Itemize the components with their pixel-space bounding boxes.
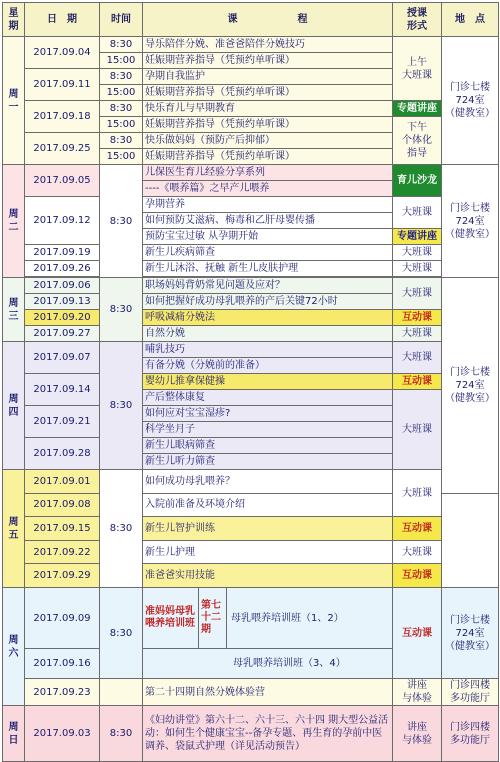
course-cell: 预防宝宝过敏 从孕期开始 bbox=[143, 229, 393, 245]
course-cell: 新生儿疾病筛查 bbox=[143, 245, 393, 261]
place-text: 门诊七楼 724室 （健教室） bbox=[445, 82, 495, 119]
schedule-table bbox=[2, 2, 499, 762]
date-cell: 2017.09.23 bbox=[25, 679, 100, 706]
course-cell: 新生儿智护训练 bbox=[143, 517, 393, 541]
interactive-tag: 互动课 bbox=[393, 588, 442, 679]
course-cell: 妊娠期营养指导（凭预约单听课） bbox=[143, 85, 393, 101]
time-cell: 15:00 bbox=[100, 117, 143, 133]
time-cell: 8:30 bbox=[100, 69, 143, 85]
course-cell bbox=[143, 588, 393, 649]
place-text: 门诊七楼 724室 （健教室） bbox=[445, 202, 495, 240]
course-cell: 如何应对宝宝湿疹? bbox=[143, 406, 393, 422]
mode-cell bbox=[393, 117, 442, 165]
week-sat: 周六 bbox=[3, 588, 25, 706]
place-cell bbox=[442, 37, 499, 165]
lecture-tag: 专题讲座 bbox=[393, 101, 442, 117]
time-cell: 8:30 bbox=[100, 133, 143, 149]
course-cell: 新生儿沐浴、抚触 新生儿皮肤护理 bbox=[143, 261, 393, 277]
time-cell: 8:30 bbox=[100, 37, 143, 53]
mode-cell bbox=[393, 706, 442, 762]
date-cell: 2017.09.12 bbox=[25, 197, 100, 245]
place-cell bbox=[442, 588, 499, 679]
course-cell: 妊娠期营养指导（凭预约单听课） bbox=[143, 117, 393, 133]
place-cell bbox=[442, 679, 499, 706]
header-course: 课 程 bbox=[143, 3, 393, 37]
date-cell: 2017.09.03 bbox=[25, 706, 100, 762]
week-wed: 周三 bbox=[3, 278, 25, 342]
time-cell: 8:30 bbox=[100, 101, 143, 117]
date-cell: 2017.09.01 bbox=[25, 470, 100, 494]
date-cell: 2017.09.26 bbox=[25, 261, 100, 277]
interactive-tag: 互动课 bbox=[393, 517, 442, 541]
course-cell: 母乳喂养培训班（3、4） bbox=[143, 649, 393, 679]
interactive-tag: 互动课 bbox=[393, 310, 442, 326]
interactive-tag: 互动课 bbox=[393, 374, 442, 390]
header-mode bbox=[393, 3, 442, 37]
course-cell: 快乐育儿与早期教育 bbox=[143, 101, 393, 117]
date-cell: 2017.09.09 bbox=[25, 588, 100, 649]
date-cell: 2017.09.08 bbox=[25, 493, 100, 517]
time-cell: 8:30 bbox=[100, 165, 143, 278]
date-cell: 2017.09.13 bbox=[25, 294, 100, 310]
course-cell: 孕期营养 bbox=[143, 197, 393, 213]
place-cell bbox=[442, 165, 499, 278]
course-cell: 如何预防艾滋病、梅毒和乙肝母婴传播 bbox=[143, 213, 393, 229]
week-thu: 周四 bbox=[3, 342, 25, 470]
mode-cell: 大班课 bbox=[393, 197, 442, 229]
course-cell: 儿保医生育儿经验分享系列 bbox=[143, 165, 393, 181]
time-cell: 15:00 bbox=[100, 85, 143, 101]
date-cell: 2017.09.07 bbox=[25, 342, 100, 374]
course-text: 母乳喂养培训班（1、2） bbox=[231, 612, 344, 624]
course-cell: 新生儿护理 bbox=[143, 540, 393, 564]
mode-cell: 大班课 bbox=[393, 278, 442, 310]
time-cell: 8:30 bbox=[100, 470, 143, 588]
mode-cell: 大班课 bbox=[393, 326, 442, 342]
week-mon: 周一 bbox=[3, 37, 25, 165]
course-cell: 呼吸减痛分娩法 bbox=[143, 310, 393, 326]
date-cell: 2017.09.18 bbox=[25, 101, 100, 133]
time-cell: 15:00 bbox=[100, 149, 143, 165]
week-sun: 周日 bbox=[3, 706, 25, 762]
training-class-title: 准妈妈母乳喂养培训班 bbox=[143, 588, 199, 648]
date-cell: 2017.09.11 bbox=[25, 69, 100, 101]
header-mode-text: 授课 形式 bbox=[407, 7, 427, 32]
week-tue: 周二 bbox=[3, 165, 25, 278]
course-cell: 科学坐月子 bbox=[143, 422, 393, 438]
course-cell: 产后整体康复 bbox=[143, 390, 393, 406]
date-cell: 2017.09.05 bbox=[25, 165, 100, 197]
header-time: 时间 bbox=[100, 3, 143, 37]
course-cell: 准爸爸实用技能 bbox=[143, 564, 393, 588]
class-period: 第七十二期 bbox=[199, 588, 227, 648]
place-text: 门诊四楼 多功能厅 bbox=[450, 721, 490, 746]
mode-cell: 大班课 bbox=[393, 245, 442, 261]
course-cell: 新生儿听力筛查 bbox=[143, 454, 393, 470]
date-cell: 2017.09.29 bbox=[25, 564, 100, 588]
date-cell: 2017.09.25 bbox=[25, 133, 100, 165]
course-cell: 快乐做妈妈（预防产后抑郁） bbox=[143, 133, 393, 149]
header-week: 星期 bbox=[3, 3, 25, 37]
course-cell: 有备分娩（分娩前的准备） bbox=[143, 358, 393, 374]
interactive-tag: 互动课 bbox=[393, 564, 442, 588]
header-place: 地 点 bbox=[442, 3, 499, 37]
date-cell: 2017.09.22 bbox=[25, 540, 100, 564]
date-cell: 2017.09.16 bbox=[25, 649, 100, 679]
date-cell: 2017.09.21 bbox=[25, 406, 100, 438]
lecture-tag: 专题讲座 bbox=[393, 229, 442, 245]
mode-cell bbox=[393, 679, 442, 706]
time-cell: 15:00 bbox=[100, 53, 143, 69]
course-cell: 哺乳技巧 bbox=[143, 342, 393, 358]
date-cell: 2017.09.20 bbox=[25, 310, 100, 326]
time-cell: 8:30 bbox=[100, 342, 143, 470]
course-cell: 如何把握好成功母乳喂养的产后关键72小时 bbox=[143, 294, 393, 310]
course-cell: 妊娠期营养指导（凭预约单听课） bbox=[143, 53, 393, 69]
course-cell: 职场妈妈背奶常见问题及应对？ bbox=[143, 278, 393, 294]
course-cell: 妊娠期营养指导（凭预约单听课） bbox=[143, 149, 393, 165]
date-cell: 2017.09.19 bbox=[25, 245, 100, 261]
course-cell: 入院前准备及环境介绍 bbox=[143, 493, 393, 517]
date-cell: 2017.09.04 bbox=[25, 37, 100, 69]
course-cell: 孕期自我监护 bbox=[143, 69, 393, 85]
time-cell: 8:30 bbox=[100, 706, 143, 762]
mode-cell: 大班课 bbox=[393, 540, 442, 564]
header-date: 日 期 bbox=[25, 3, 100, 37]
course-cell: ----《喂养篇》之早产儿喂养 bbox=[143, 181, 393, 197]
time-cell: 8:30 bbox=[100, 278, 143, 342]
time-cell bbox=[100, 679, 143, 706]
course-cell: 新生儿眼病筛查 bbox=[143, 438, 393, 454]
place-text: 门诊七楼 724室 （健教室） bbox=[445, 614, 495, 652]
course-cell: 导乐陪伴分娩、准爸爸陪伴分娩技巧 bbox=[143, 37, 393, 53]
date-cell: 2017.09.15 bbox=[25, 517, 100, 541]
date-cell: 2017.09.28 bbox=[25, 438, 100, 470]
mode-cell: 大班课 bbox=[393, 470, 442, 517]
mode-cell: 大班课 bbox=[393, 390, 442, 470]
header-row bbox=[3, 3, 499, 37]
course-cell: 婴幼儿推拿保健操 bbox=[143, 374, 393, 390]
salon-tag: 育儿沙龙 bbox=[393, 165, 442, 197]
mode-text: 讲座 与体验 bbox=[402, 721, 432, 746]
date-cell: 2017.09.14 bbox=[25, 374, 100, 406]
place-text: 门诊七楼 724室 （健教室） bbox=[445, 366, 495, 404]
course-cell: 《妇幼讲堂》第六十二、六十三、六十四 期大型公益活动：如何生个健康宝宝--备孕专题、再生育的孕前中医调养、袋鼠式护理（详见活动预告） bbox=[143, 706, 393, 762]
course-cell: 第二十四期自然分娩体验营 bbox=[143, 679, 393, 706]
mode-cell: 大班课 bbox=[393, 342, 442, 374]
mode-cell bbox=[393, 37, 442, 101]
date-cell: 2017.09.27 bbox=[25, 326, 100, 342]
mode-cell: 大班课 bbox=[393, 261, 442, 277]
course-cell: 自然分娩 bbox=[143, 326, 393, 342]
place-text: 门诊四楼 多功能厅 bbox=[450, 680, 490, 704]
time-cell: 8:30 bbox=[100, 588, 143, 679]
mode-text: 下午 个体化 指导 bbox=[402, 122, 432, 159]
course-cell: 如何成功母乳喂养？ bbox=[143, 470, 393, 494]
date-cell: 2017.09.06 bbox=[25, 278, 100, 294]
week-fri: 周五 bbox=[3, 470, 25, 588]
mode-text: 讲座 与体验 bbox=[402, 680, 432, 704]
mode-text: 上午 大班课 bbox=[402, 56, 432, 81]
place-cell bbox=[442, 706, 499, 762]
place-cell bbox=[442, 278, 499, 494]
